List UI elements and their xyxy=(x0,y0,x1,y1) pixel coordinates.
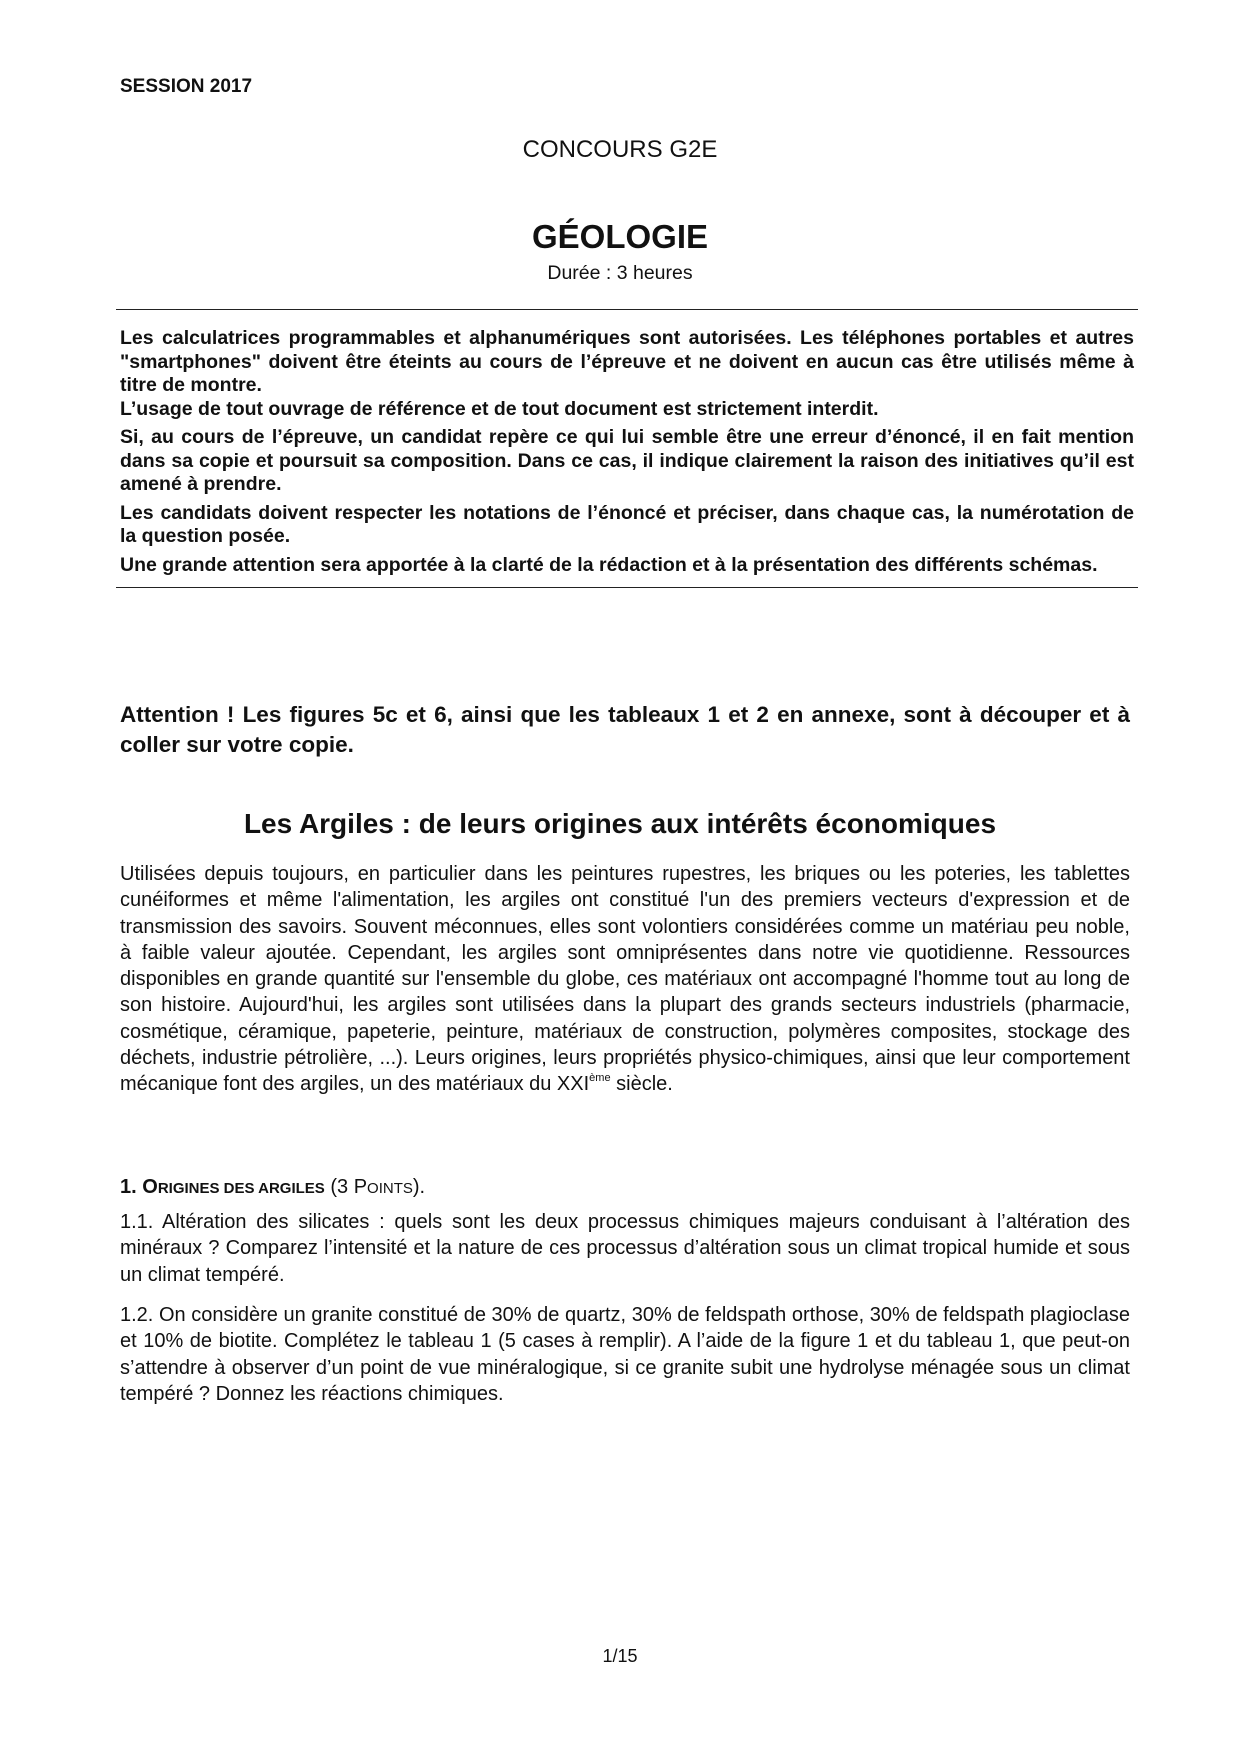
intro-text: Utilisées depuis toujours, en particulier dans les peintures rupestres, les briques ou les poteries, les tablettes cunéiformes et même l'alimentation, les argiles ont constitué l'un des premiers vecteurs d'expression et de transmission des savoirs. Souvent méconnues, elles sont volontiers considérées comme un matériau peu noble, à faible valeur ajoutée. Cependant, les argiles sont omniprésentes dans notre vie quotidienne. Ressources disponibles en grande quantité sur l'ensemble du globe, ces matériaux ont accompagné l'homme tout au long de son histoire. Aujourd'hui, les argiles sont utilisées dans la plupart des grands secteurs industriels (pharmacie, cosmétique, céramique, papeterie, peinture, matériaux de construction, polymères composites, stockage des déchets, industrie pétrolière, ...). Leurs origines, leurs propriétés physico-chimiques, ainsi que leur comportement mécanique font des argiles, un des matériaux du XXI xyxy=(120,863,1130,1096)
attention-notice: Attention ! Les figures 5c et 6, ainsi que les tableaux 1 et 2 en annexe, sont à découper et à coller sur votre copie. xyxy=(120,702,1130,757)
exam-rules-box xyxy=(116,309,1138,588)
main-title: Les Argiles : de leurs origines aux intérêts économiques xyxy=(243,808,997,839)
question-1-1: 1.1. Altération des silicates : quels sont les deux processus chimiques majeurs conduisant à l’altération des minéraux ? Comparez l’intensité et la nature de ces processus d’altération sous un climat tropical humide et sous un climat tempéré. xyxy=(120,1211,1130,1286)
section-points-open: (3 P xyxy=(330,1176,368,1198)
question-1-2: 1.2. On considère un granite constitué de 30% de quartz, 30% de feldspath orthose, 30% de feldspath plagioclase et 10% de biotite. Complétez le tableau 1 (5 cases à remplir). A l’aide de la figure 1 et du tableau 1, que peut-on s’attendre à observer d’un point de vue minéralogique, si ce granite subit une hydrolyse ménagée sous un climat tempéré ? Donnez les réactions chimiques. xyxy=(120,1304,1130,1405)
rule-paragraph xyxy=(120,426,1134,497)
section-title-initial: O xyxy=(142,1176,158,1198)
concours-title: CONCOURS G2E xyxy=(522,136,718,163)
rule-paragraph xyxy=(120,327,1134,421)
rule-text: Les candidats doivent respecter les notations de l’énoncé et préciser, dans chaque cas, la numérotation de la question posée. xyxy=(120,501,1134,547)
section-title-rest: RIGINES DES ARGILES xyxy=(157,1180,325,1197)
rule-text: Une grande attention sera apportée à la clarté de la rédaction et à la présentation des différents schémas. xyxy=(120,553,1098,576)
rule-paragraph xyxy=(120,502,1134,549)
rule-paragraph xyxy=(120,554,1134,578)
section-heading xyxy=(120,1176,425,1199)
section-points-rest: OINTS xyxy=(367,1180,413,1197)
subject-title: GÉOLOGIE xyxy=(531,218,709,255)
intro-paragraph xyxy=(120,861,1130,1098)
exam-duration: Durée : 3 heures xyxy=(547,262,693,284)
session-label: SESSION 2017 xyxy=(120,76,253,97)
page-number: 1/15 xyxy=(602,1646,638,1666)
section-number: 1. xyxy=(120,1176,137,1198)
rule-text: Si, au cours de l’épreuve, un candidat repère ce qui lui semble être une erreur d’énoncé, il en fait mention dans sa copie et poursuit sa composition. Dans ce cas, il indique clairement la raison des initiatives qu’il est amené à prendre. xyxy=(120,426,1134,495)
rule-text: L’usage de tout ouvrage de référence et de tout document est strictement interdit. xyxy=(120,397,879,420)
intro-suffix: siècle. xyxy=(610,1073,673,1096)
section-points-close: ). xyxy=(412,1176,426,1198)
intro-superscript: ème xyxy=(589,1072,611,1085)
rule-text: Les calculatrices programmables et alphanumériques sont autorisées. Les téléphones portables et autres "smartphones" doivent être éteints au cours de l’épreuve et ne doivent en aucun cas être utilisés même à titre de montre. xyxy=(120,327,1134,396)
